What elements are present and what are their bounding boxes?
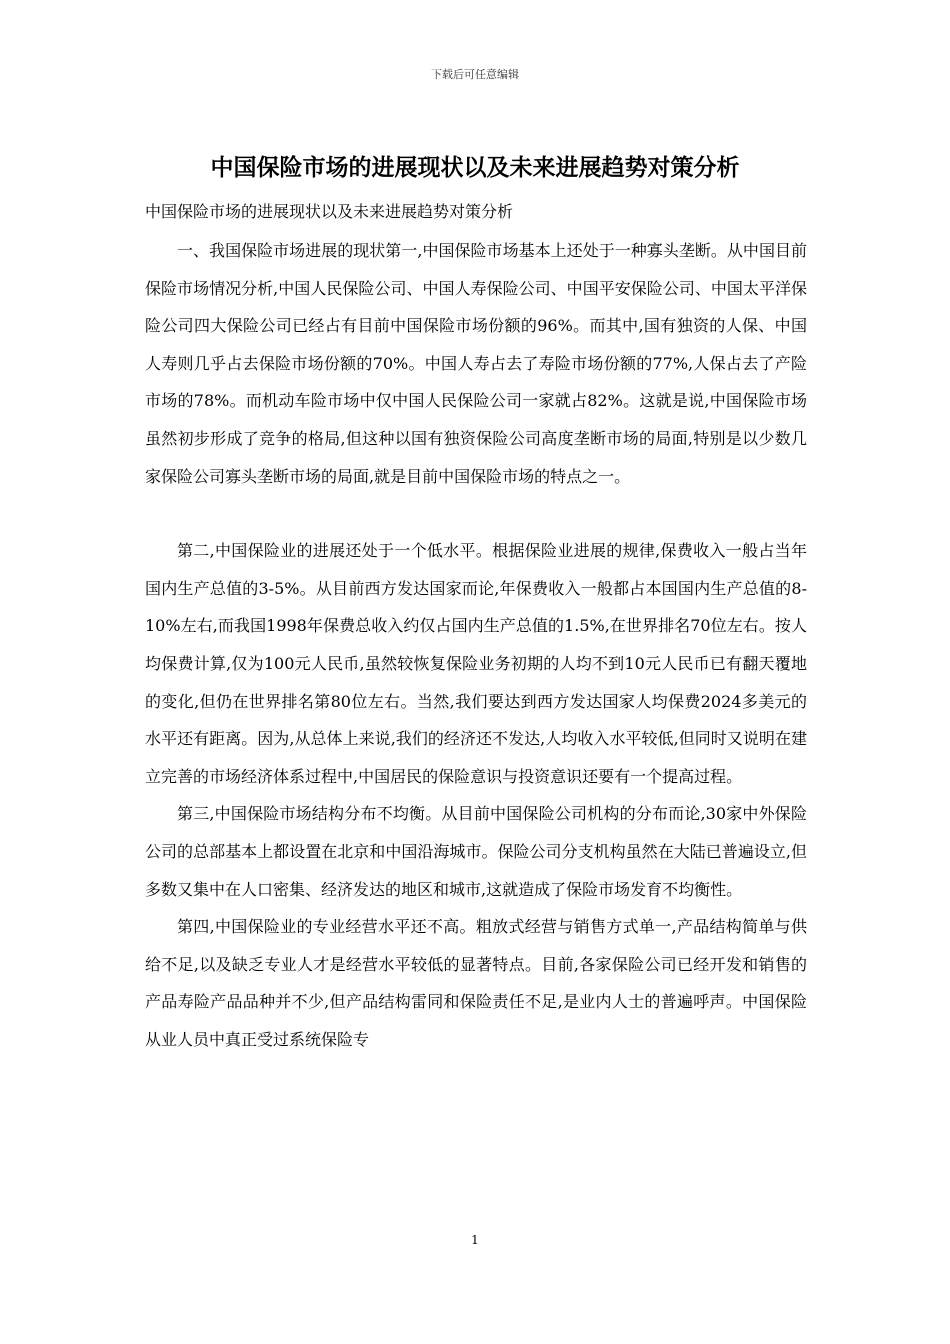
document-title: 中国保险市场的进展现状以及未来进展趋势对策分析 [210, 154, 740, 181]
body-text [145, 232, 807, 1058]
header-note: 下载后可任意编辑 [431, 68, 519, 81]
document-subtitle: 中国保险市场的进展现状以及未来进展趋势对策分析 [145, 202, 514, 221]
paragraph-market-structure: 第三,中国保险市场结构分布不均衡。从目前中国保险公司机构的分布而论,30家中外保险公司的总部基本上都设置在北京和中国沿海城市。保险公司分支机构虽然在大陆已普遍设立,但多数又集中在人口密集、经济发达的地区和城市,这就造成了保险市场发育不均衡性。 [145, 804, 807, 899]
paragraph-professional-level: 第四,中国保险业的专业经营水平还不高。粗放式经营与销售方式单一,产品结构简单与供给不足,以及缺乏专业人才是经营水平较低的显著特点。目前,各家保险公司已经开发和销售的产品寿险产品品种并不少,但产品结构雷同和保险责任不足,是业内人士的普遍呼声。中国保险从业人员中真正受过系统保险专 [145, 917, 807, 1049]
paragraph-low-development: 第二,中国保险业的进展还处于一个低水平。根据保险业进展的规律,保费收入一般占当年国内生产总值的3-5%。从目前西方发达国家而论,年保费收入一般都占本国国内生产总值的8-10%左右,而我国1998年保费总收入约仅占国内生产总值的1.5%,在世界排名70位左右。按人均保费计算,仅为100元人民币,虽然较恢复保险业务初期的人均不到10元人民币已有翻天覆地的变化,但仍在世界排名第80位左右。当然,我们要达到西方发达国家人均保费2024多美元的水平还有距离。因为,从总体上来说,我们的经济还不发达,人均收入水平较低,但同时又说明在建立完善的市场经济体系过程中,中国居民的保险意识与投资意识还要有一个提高过程。 [145, 541, 807, 786]
page-number: 1 [471, 1233, 479, 1247]
paragraph-market-monopoly: 一、我国保险市场进展的现状第一,中国保险市场基本上还处于一种寡头垄断。从中国目前保险市场情况分析,中国人民保险公司、中国人寿保险公司、中国平安保险公司、中国太平洋保险公司四大保险公司已经占有目前中国保险市场份额的96%。而其中,国有独资的人保、中国人寿则几乎占去保险市场份额的70%。中国人寿占去了寿险市场份额的77%,人保占去了产险市场的78%。而机动车险市场中仅中国人民保险公司一家就占82%。这就是说,中国保险市场虽然初步形成了竞争的格局,但这种以国有独资保险公司高度垄断市场的局面,特别是以少数几家保险公司寡头垄断市场的局面,就是目前中国保险市场的特点之一。 [145, 241, 807, 486]
